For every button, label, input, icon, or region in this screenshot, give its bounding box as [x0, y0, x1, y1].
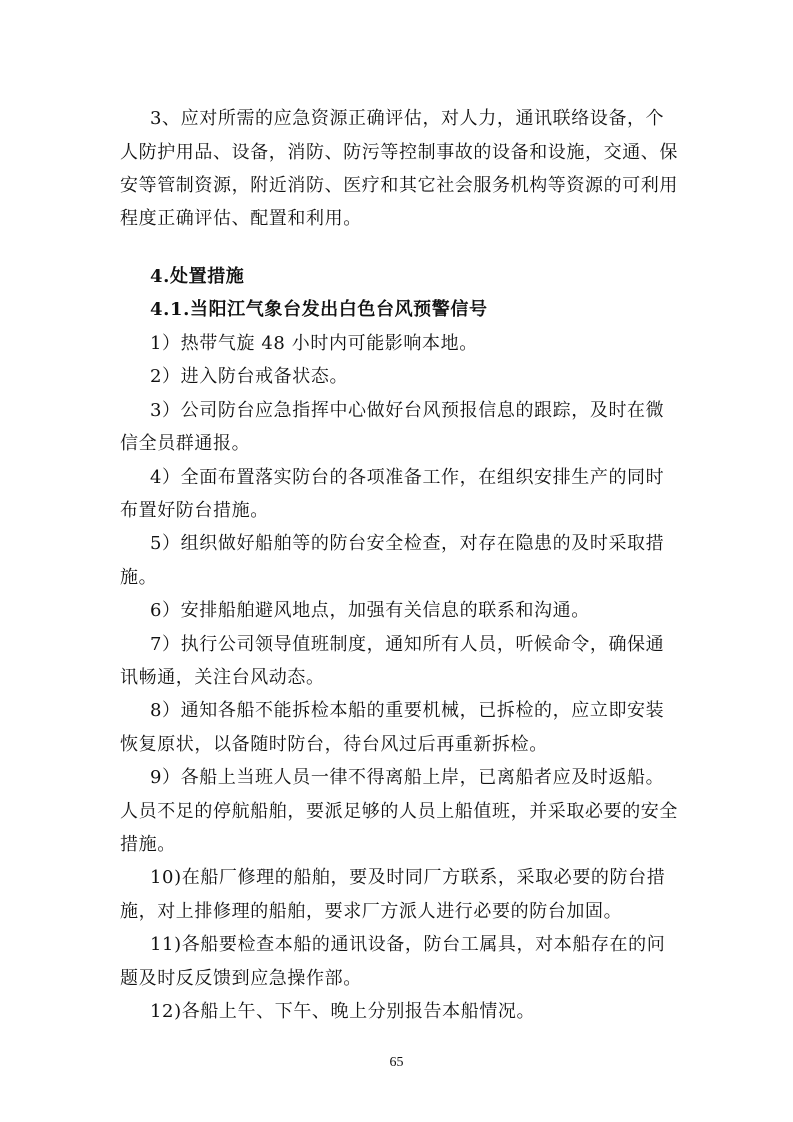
section-heading-4: 4.处置措施	[150, 266, 245, 287]
list-item-7-line-1: 7）执行公司领导值班制度，通知所有人员，听候命令，确保通	[150, 634, 665, 655]
paragraph-3-line-3: 安等管制资源，附近消防、医疗和其它社会服务机构等资源的可利用	[120, 175, 678, 196]
page-number: 65	[389, 1055, 404, 1070]
list-item-12: 12)各船上午、下午、晚上分别报告本船情况。	[150, 1001, 536, 1022]
list-item-10-line-1: 10)在船厂修理的船舶，要及时同厂方联系，采取必要的防台措	[150, 867, 666, 888]
list-item-10-line-2: 施，对上排修理的船舶，要求厂方派人进行必要的防台加固。	[120, 901, 623, 922]
list-item-3-line-2: 信全员群通报。	[120, 433, 251, 454]
list-item-4-line-2: 布置好防台措施。	[120, 500, 269, 521]
list-item-3-line-1: 3）公司防台应急指挥中心做好台风预报信息的跟踪，及时在微	[150, 400, 665, 421]
paragraph-3-line-2: 人防护用品、设备，消防、防污等控制事故的设备和设施，交通、保	[120, 142, 678, 163]
subsection-heading-4-1: 4.1.当阳江气象台发出白色台风预警信号	[150, 299, 488, 320]
paragraph-3-line-4: 程度正确评估、配置和利用。	[120, 208, 362, 229]
list-item-5-line-1: 5）组织做好船舶等的防台安全检查，对存在隐患的及时采取措	[150, 533, 665, 554]
list-item-11-line-1: 11)各船要检查本船的通讯设备，防台工属具，对本船存在的问	[150, 934, 666, 955]
list-item-5-line-2: 施。	[120, 567, 158, 588]
list-item-9-line-3: 措施。	[120, 834, 176, 855]
paragraph-3-line-1: 3、应对所需的应急资源正确评估，对人力，通讯联络设备，个	[150, 108, 665, 129]
list-item-7-line-2: 讯畅通，关注台风动态。	[120, 667, 325, 688]
list-item-11-line-2: 题及时反反馈到应急操作部。	[120, 968, 362, 989]
list-item-9-line-1: 9）各船上当班人员一律不得离船上岸，已离船者应及时返船。	[150, 767, 665, 788]
list-item-1: 1）热带气旋 48 小时内可能影响本地。	[150, 333, 478, 354]
list-item-8-line-1: 8）通知各船不能拆检本船的重要机械，已拆检的，应立即安装	[150, 700, 665, 721]
list-item-2: 2）进入防台戒备状态。	[150, 366, 349, 387]
list-item-6: 6）安排船舶避风地点，加强有关信息的联系和沟通。	[150, 600, 590, 621]
list-item-9-line-2: 人员不足的停航船舶，要派足够的人员上船值班，并采取必要的安全	[120, 801, 678, 822]
list-item-4-line-1: 4）全面布置落实防台的各项准备工作，在组织安排生产的同时	[150, 467, 665, 488]
list-item-8-line-2: 恢复原状，以备随时防台，待台风过后再重新拆检。	[120, 734, 548, 755]
